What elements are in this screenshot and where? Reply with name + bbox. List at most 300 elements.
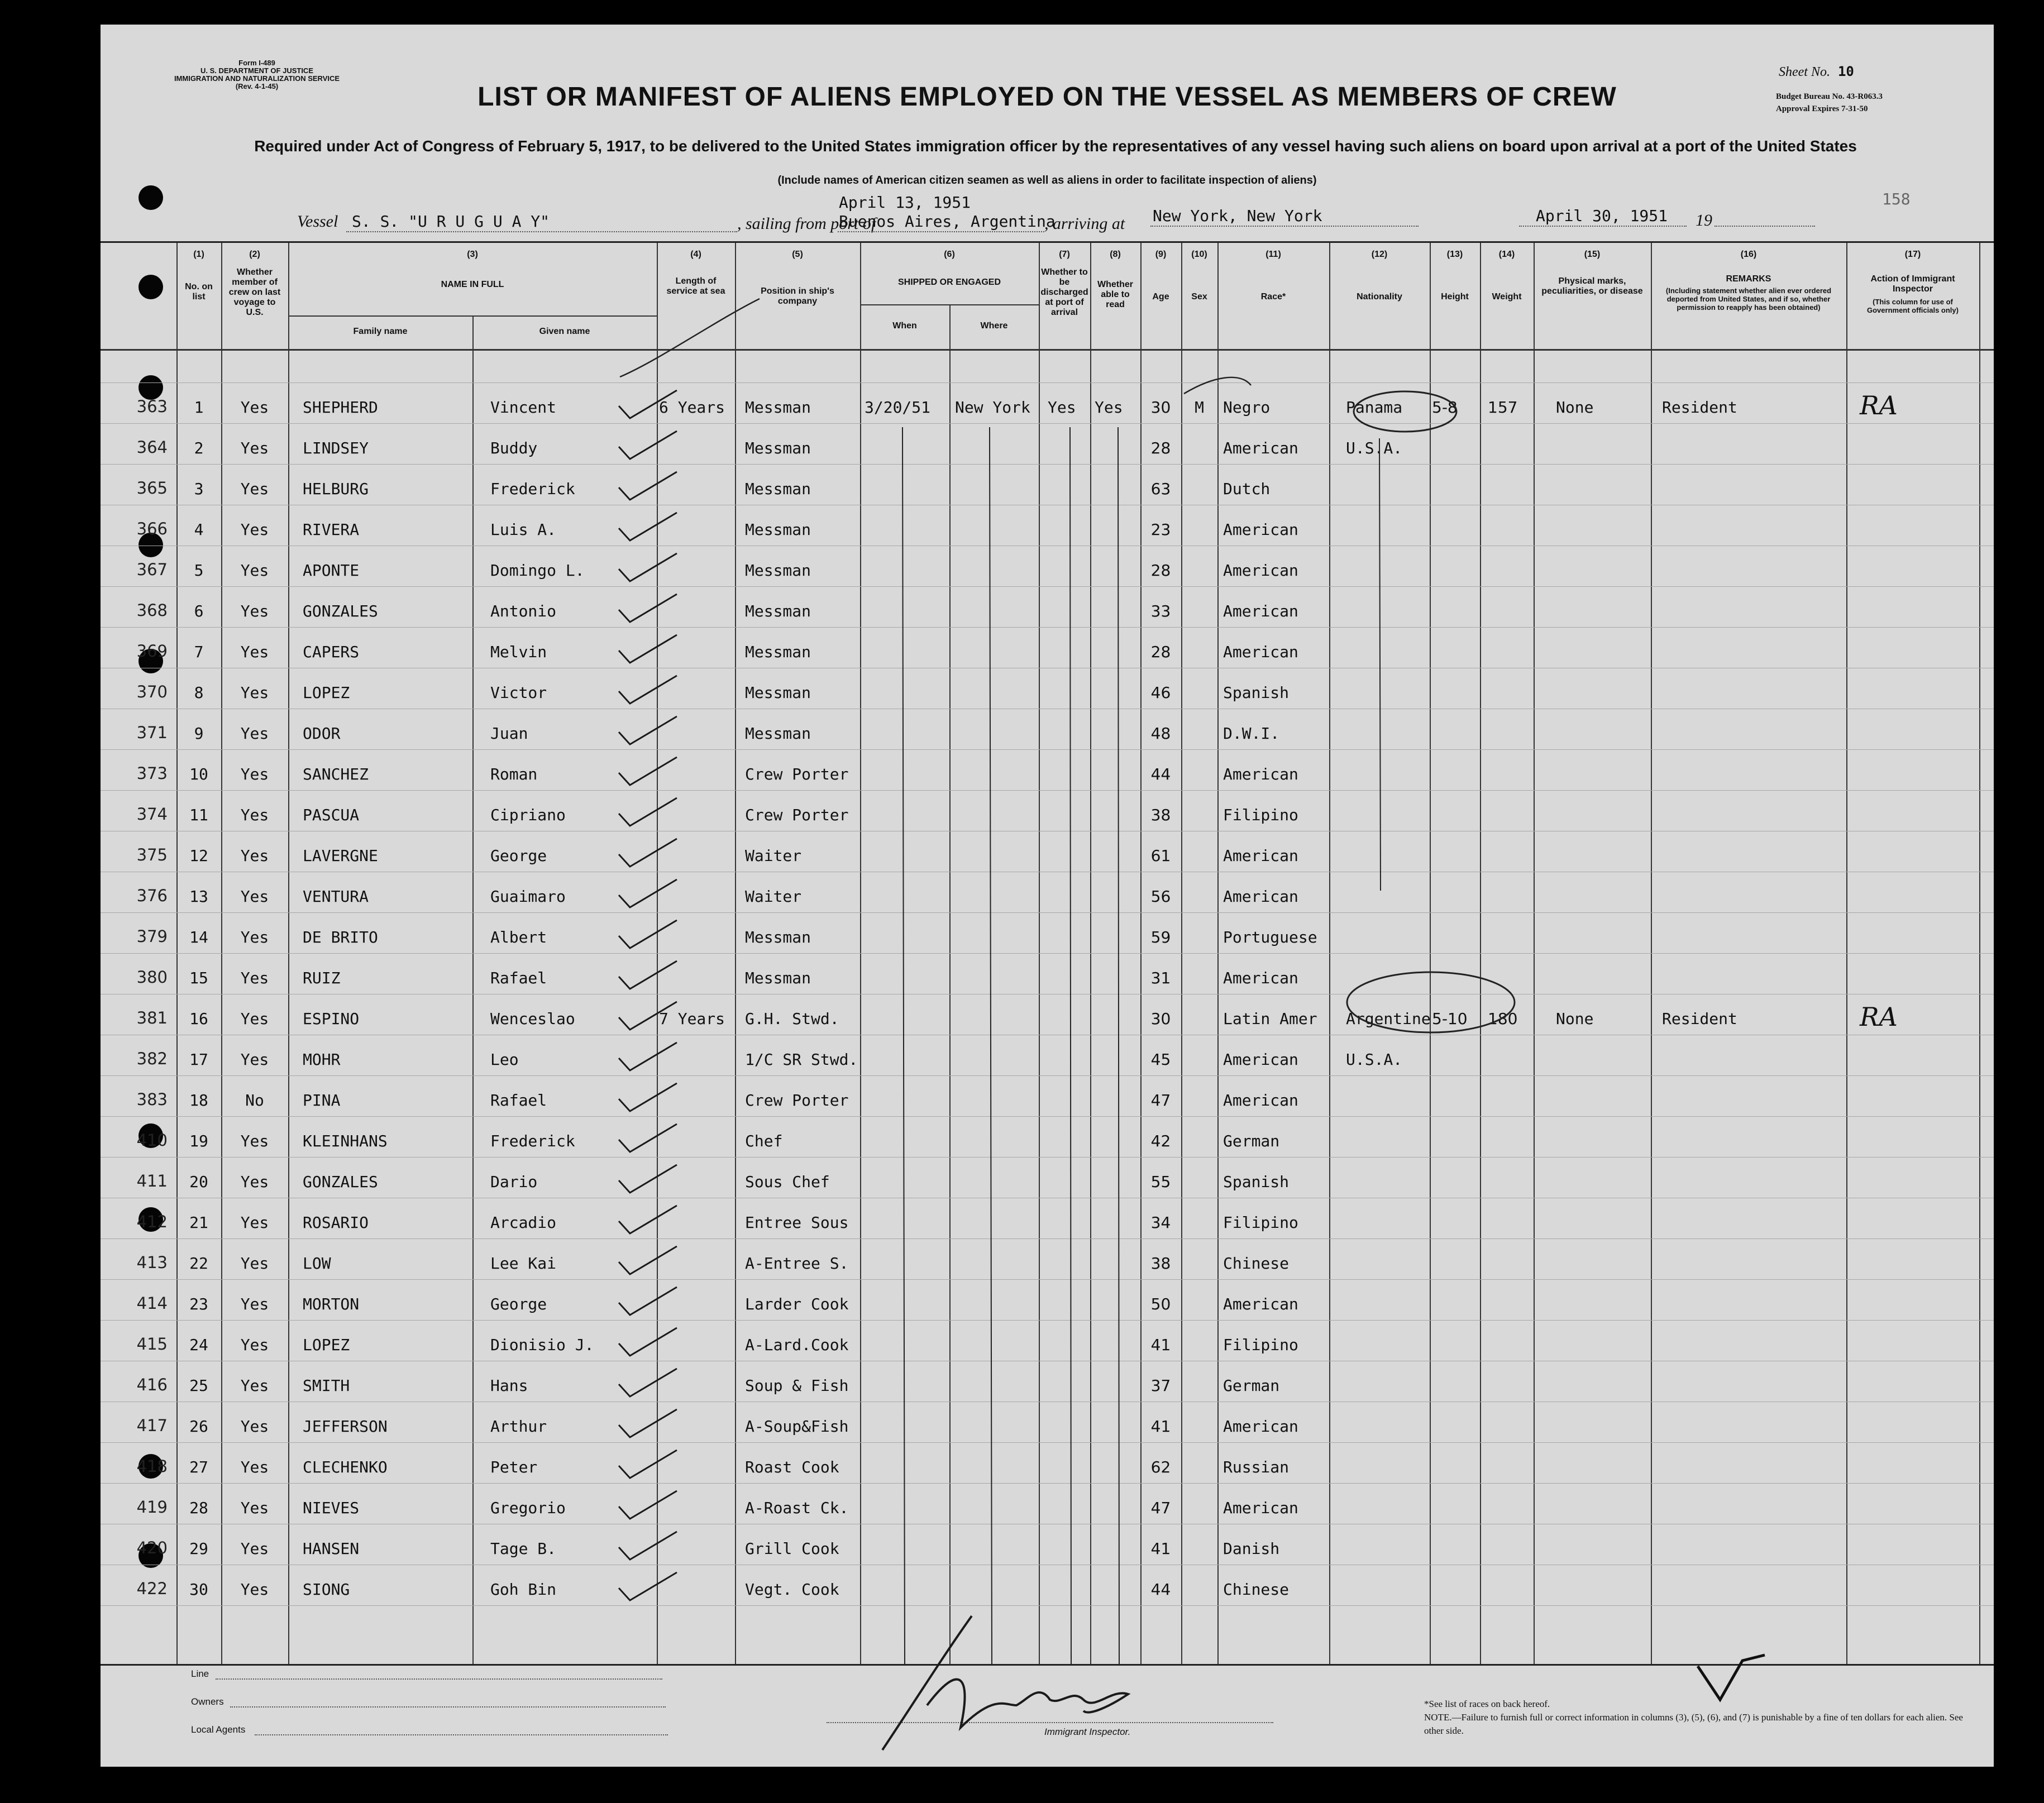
given-name: Rafael bbox=[490, 969, 547, 987]
line-number: 376 bbox=[136, 886, 168, 905]
family-name: VENTURA bbox=[303, 887, 369, 906]
race: Chinese bbox=[1223, 1254, 1290, 1273]
vessel-name: S. S. "U R U G U A Y" bbox=[352, 212, 550, 231]
footer-agents-label: Local Agents bbox=[191, 1724, 246, 1735]
inspector-label: Immigrant Inspector. bbox=[1044, 1727, 1131, 1737]
row-number: 23 bbox=[189, 1295, 208, 1313]
last-voyage: Yes bbox=[240, 1213, 269, 1232]
race: German bbox=[1223, 1132, 1280, 1150]
col14-num: (14) bbox=[1498, 250, 1515, 259]
ditto-line bbox=[1118, 427, 1119, 1664]
given-name: Rafael bbox=[490, 1091, 547, 1109]
given-name: Hans bbox=[490, 1376, 528, 1395]
row-number: 19 bbox=[189, 1132, 208, 1150]
given-name: Arthur bbox=[490, 1417, 547, 1436]
row-number: 18 bbox=[189, 1091, 208, 1109]
age: 61 bbox=[1150, 846, 1171, 865]
race: American bbox=[1223, 887, 1298, 906]
underline bbox=[230, 1706, 666, 1708]
age: 56 bbox=[1150, 887, 1171, 906]
col6-num: (6) bbox=[944, 250, 955, 259]
family-name: CAPERS bbox=[303, 643, 360, 661]
last-voyage: Yes bbox=[240, 1539, 269, 1558]
age: 23 bbox=[1150, 520, 1171, 539]
col13-num: (13) bbox=[1446, 250, 1463, 259]
sheet-number-value: 10 bbox=[1837, 64, 1854, 79]
physical-marks: None bbox=[1556, 1010, 1594, 1028]
family-name: DE BRITO bbox=[303, 928, 378, 946]
line-number: 364 bbox=[136, 438, 168, 457]
position: Crew Porter bbox=[745, 1091, 849, 1109]
race: Chinese bbox=[1223, 1580, 1290, 1599]
age: 31 bbox=[1150, 969, 1171, 987]
line-number: 373 bbox=[136, 764, 168, 783]
col3-given: Given name bbox=[539, 327, 590, 336]
race: Dutch bbox=[1223, 480, 1271, 498]
row-number: 11 bbox=[189, 806, 208, 824]
line-number: 382 bbox=[136, 1049, 168, 1068]
family-name: MOHR bbox=[303, 1050, 341, 1069]
given-name: Gregorio bbox=[490, 1499, 566, 1517]
budget-info bbox=[1776, 90, 1983, 115]
approval-expiry: Approval Expires 7-31-50 bbox=[1776, 104, 1868, 113]
requirement-text: Required under Act of Congress of February 5, 1917, to be delivered to the United States immigration officer by the representatives of any vessel having such aliens on board upon arrival at a port of the United States bbox=[254, 137, 1857, 155]
race: Danish bbox=[1223, 1539, 1280, 1558]
family-name: SIONG bbox=[303, 1580, 350, 1599]
last-voyage: Yes bbox=[240, 1580, 269, 1599]
sex: M bbox=[1195, 398, 1204, 417]
last-voyage: Yes bbox=[240, 1499, 269, 1517]
last-voyage: Yes bbox=[240, 1010, 269, 1028]
last-voyage: Yes bbox=[240, 480, 269, 498]
underline bbox=[255, 1734, 668, 1735]
age: 33 bbox=[1150, 602, 1171, 620]
inspector-signature bbox=[849, 1594, 1240, 1761]
given-name: Frederick bbox=[490, 480, 575, 498]
position: Larder Cook bbox=[745, 1295, 849, 1313]
race: American bbox=[1223, 602, 1298, 620]
race: German bbox=[1223, 1376, 1280, 1395]
position: Messman bbox=[745, 439, 811, 457]
underline bbox=[838, 231, 1044, 232]
row-number: 27 bbox=[189, 1458, 208, 1476]
col17-num: (17) bbox=[1904, 250, 1921, 259]
given-name: Goh Bin bbox=[490, 1580, 557, 1599]
given-name: Albert bbox=[490, 928, 547, 946]
row-number: 4 bbox=[194, 520, 204, 539]
given-name: Peter bbox=[490, 1458, 538, 1476]
position: Messman bbox=[745, 643, 811, 661]
col2-label: Whether member of crew on last voyage to U.S. bbox=[228, 267, 281, 317]
race: Russian bbox=[1223, 1458, 1290, 1476]
able-to-read: Yes bbox=[1095, 398, 1123, 417]
ditto-line bbox=[1379, 438, 1381, 891]
row-number: 24 bbox=[189, 1336, 208, 1354]
col10-num: (10) bbox=[1191, 250, 1207, 259]
sailing-label: , sailing from port of bbox=[737, 214, 876, 233]
age: 41 bbox=[1150, 1539, 1171, 1558]
last-voyage: Yes bbox=[240, 1173, 269, 1191]
last-voyage: Yes bbox=[240, 846, 269, 865]
col17-label: Action of Immigrant Inspector bbox=[1870, 274, 1955, 294]
family-name: APONTE bbox=[303, 561, 360, 580]
inspector-action: RA bbox=[1860, 1002, 1898, 1032]
row-number: 28 bbox=[189, 1499, 208, 1517]
col8-label: Whether able to read bbox=[1097, 280, 1133, 309]
col10-label: Sex bbox=[1191, 292, 1207, 302]
row-number: 9 bbox=[194, 724, 204, 743]
family-name: GONZALES bbox=[303, 1173, 378, 1191]
given-name: Antonio bbox=[490, 602, 557, 620]
position: Waiter bbox=[745, 846, 802, 865]
age: 45 bbox=[1150, 1050, 1171, 1069]
last-voyage: Yes bbox=[240, 724, 269, 743]
line-number: 411 bbox=[136, 1171, 168, 1190]
year-label: 19 bbox=[1696, 211, 1712, 229]
position: Messman bbox=[745, 602, 811, 620]
family-name: CLECHENKO bbox=[303, 1458, 388, 1476]
race: American bbox=[1223, 1417, 1298, 1436]
last-voyage: Yes bbox=[240, 1336, 269, 1354]
family-name: ROSARIO bbox=[303, 1213, 369, 1232]
position: Sous Chef bbox=[745, 1173, 830, 1191]
family-name: NIEVES bbox=[303, 1499, 360, 1517]
given-name: Cipriano bbox=[490, 806, 566, 824]
race: Negro bbox=[1223, 398, 1271, 417]
age: 50 bbox=[1150, 1295, 1171, 1313]
last-voyage: Yes bbox=[240, 602, 269, 620]
line-number: 413 bbox=[136, 1253, 168, 1272]
last-voyage: Yes bbox=[240, 765, 269, 783]
col11-label: Race* bbox=[1260, 292, 1286, 302]
col15-label: Physical marks, peculiarities, or disease bbox=[1541, 276, 1643, 296]
given-name: Victor bbox=[490, 683, 547, 702]
col11-num: (11) bbox=[1265, 250, 1281, 259]
line-number: 414 bbox=[136, 1294, 168, 1313]
height: 5-8 bbox=[1432, 398, 1458, 417]
col12-label: Nationality bbox=[1357, 292, 1402, 302]
col17-sub: (This column for use of Government officials only) bbox=[1867, 298, 1959, 314]
family-name: MORTON bbox=[303, 1295, 360, 1313]
row-number: 8 bbox=[194, 683, 204, 702]
given-name: Wenceslao bbox=[490, 1010, 575, 1028]
ditto-line bbox=[990, 427, 992, 1664]
race: American bbox=[1223, 1295, 1298, 1313]
col6-label: SHIPPED OR ENGAGED bbox=[897, 278, 1001, 287]
length-of-service: 6 Years bbox=[659, 398, 725, 417]
row-number: 15 bbox=[189, 969, 208, 987]
family-name: GONZALES bbox=[303, 602, 378, 620]
given-name: George bbox=[490, 846, 547, 865]
underline bbox=[216, 1678, 662, 1680]
given-name: Dionisio J. bbox=[490, 1336, 594, 1354]
family-name: ODOR bbox=[303, 724, 341, 743]
footer-line-label: Line bbox=[191, 1668, 209, 1679]
given-name: Leo bbox=[490, 1050, 519, 1069]
position: A-Lard.Cook bbox=[745, 1336, 849, 1354]
race: American bbox=[1223, 1499, 1298, 1517]
position: Crew Porter bbox=[745, 806, 849, 824]
row-number: 25 bbox=[189, 1376, 208, 1395]
race: American bbox=[1223, 1050, 1298, 1069]
row-number: 20 bbox=[189, 1173, 208, 1191]
last-voyage: Yes bbox=[240, 683, 269, 702]
race: Filipino bbox=[1223, 1336, 1298, 1354]
form-number: Form I-489 bbox=[238, 59, 275, 67]
line-number: 367 bbox=[136, 560, 168, 579]
row-number: 1 bbox=[194, 398, 204, 417]
position: A-Entree S. bbox=[745, 1254, 849, 1273]
row-number: 26 bbox=[189, 1417, 208, 1436]
family-name: KLEINHANS bbox=[303, 1132, 388, 1150]
race: American bbox=[1223, 561, 1298, 580]
family-name: RUIZ bbox=[303, 969, 341, 987]
inspector-action: RA bbox=[1860, 390, 1898, 420]
line-number: 365 bbox=[136, 479, 168, 498]
position: Messman bbox=[745, 561, 811, 580]
age: 62 bbox=[1150, 1458, 1171, 1476]
pen-stroke bbox=[1184, 377, 1251, 394]
line-number: 374 bbox=[136, 805, 168, 824]
age: 55 bbox=[1150, 1173, 1171, 1191]
family-name: SANCHEZ bbox=[303, 765, 369, 783]
races-note: *See list of races on back hereof. bbox=[1424, 1699, 1550, 1709]
last-voyage: Yes bbox=[240, 1254, 269, 1273]
given-name: Buddy bbox=[490, 439, 538, 457]
age: 44 bbox=[1150, 765, 1171, 783]
sailing-port: Buenos Aires, Argentina bbox=[839, 212, 1056, 231]
line-number: 380 bbox=[136, 968, 168, 987]
col7-num: (7) bbox=[1059, 250, 1070, 259]
row-number: 22 bbox=[189, 1254, 208, 1273]
age: 46 bbox=[1150, 683, 1171, 702]
row-number: 14 bbox=[189, 928, 208, 946]
line-number: 422 bbox=[136, 1579, 168, 1598]
sailing-date: April 13, 1951 bbox=[839, 193, 971, 212]
last-voyage: Yes bbox=[240, 806, 269, 824]
position: Messman bbox=[745, 520, 811, 539]
last-voyage: Yes bbox=[240, 1132, 269, 1150]
family-name: PASCUA bbox=[303, 806, 360, 824]
family-name: JEFFERSON bbox=[303, 1417, 388, 1436]
position: Crew Porter bbox=[745, 765, 849, 783]
punch-hole bbox=[139, 185, 163, 210]
given-name: Guaimaro bbox=[490, 887, 566, 906]
line-number: 419 bbox=[136, 1498, 168, 1517]
age: 44 bbox=[1150, 1580, 1171, 1599]
penalty-note: NOTE.—Failure to furnish full or correct information in columns (3), (5), (6), and (7) is punishable by a fine of ten dollars for each alien. See other side. bbox=[1424, 1712, 1963, 1736]
line-number: 375 bbox=[136, 845, 168, 864]
nationality-circle bbox=[1347, 972, 1518, 1032]
col1-label: No. on list bbox=[185, 282, 213, 302]
race: American bbox=[1223, 969, 1298, 987]
col16-sub: (Including statement whether alien ever ordered deported from United States, and if so, whether permission to reapply has been obtained) bbox=[1665, 286, 1832, 312]
underline bbox=[346, 231, 737, 232]
row-number: 2 bbox=[194, 439, 204, 457]
line-number: 415 bbox=[136, 1335, 168, 1354]
vessel-label: Vessel bbox=[297, 212, 338, 231]
col8-num: (8) bbox=[1110, 250, 1121, 259]
manifest-sheet bbox=[101, 25, 1994, 1767]
position: Messman bbox=[745, 480, 811, 498]
requirement-note: (Include names of American citizen seamen as well as aliens in order to facilitate inspection of aliens) bbox=[777, 174, 1317, 186]
weight: 157 bbox=[1488, 398, 1518, 417]
col9-num: (9) bbox=[1155, 250, 1167, 259]
nationality: U.S.A. bbox=[1346, 439, 1403, 457]
line-number: 383 bbox=[136, 1090, 168, 1109]
height: 5-10 bbox=[1432, 1010, 1468, 1028]
nationality: U.S.A. bbox=[1346, 1050, 1403, 1069]
pen-stroke bbox=[620, 299, 760, 377]
position: G.H. Stwd. bbox=[745, 1010, 839, 1028]
col13-label: Height bbox=[1441, 292, 1469, 302]
family-name: HELBURG bbox=[303, 480, 369, 498]
position: Grill Cook bbox=[745, 1539, 839, 1558]
given-name: Arcadio bbox=[490, 1213, 557, 1232]
row-number: 30 bbox=[189, 1580, 208, 1599]
race: Latin Amer bbox=[1223, 1010, 1317, 1028]
department: U. S. DEPARTMENT OF JUSTICE bbox=[200, 66, 313, 75]
arriving-port: New York, New York bbox=[1153, 207, 1322, 225]
line-number: 381 bbox=[136, 1008, 168, 1027]
footer-owners-label: Owners bbox=[191, 1696, 224, 1707]
last-voyage: Yes bbox=[240, 1295, 269, 1313]
row-number: 17 bbox=[189, 1050, 208, 1069]
age: 30 bbox=[1150, 1010, 1171, 1028]
col16-num: (16) bbox=[1740, 250, 1757, 259]
family-name: LAVERGNE bbox=[303, 846, 378, 865]
line-number: 363 bbox=[136, 397, 168, 416]
race: Spanish bbox=[1223, 683, 1290, 702]
family-name: HANSEN bbox=[303, 1539, 360, 1558]
position: 1/C SR Stwd. bbox=[745, 1050, 858, 1069]
line-number: 420 bbox=[136, 1538, 168, 1557]
row-number: 16 bbox=[189, 1010, 208, 1028]
row-number: 10 bbox=[189, 765, 208, 783]
given-name: George bbox=[490, 1295, 547, 1313]
underline bbox=[1519, 226, 1687, 227]
shipped-when: 3/20/51 bbox=[865, 398, 931, 417]
given-name: Dario bbox=[490, 1173, 538, 1191]
race: American bbox=[1223, 1091, 1298, 1109]
nationality: Argentine bbox=[1346, 1010, 1431, 1028]
family-name: PINA bbox=[303, 1091, 341, 1109]
line-number: 379 bbox=[136, 927, 168, 946]
col5-num: (5) bbox=[792, 250, 803, 259]
family-name: LINDSEY bbox=[303, 439, 369, 457]
arriving-label: , arriving at bbox=[1044, 214, 1125, 233]
family-name: SMITH bbox=[303, 1376, 350, 1395]
col9-label: Age bbox=[1152, 292, 1169, 302]
age: 37 bbox=[1150, 1376, 1171, 1395]
last-voyage: Yes bbox=[240, 439, 269, 457]
last-voyage: Yes bbox=[240, 643, 269, 661]
age: 47 bbox=[1150, 1499, 1171, 1517]
position: A-Soup&Fish bbox=[745, 1417, 849, 1436]
family-name: LOPEZ bbox=[303, 683, 350, 702]
line-number: 368 bbox=[136, 601, 168, 620]
position: A-Roast Ck. bbox=[745, 1499, 849, 1517]
col4-num: (4) bbox=[690, 250, 701, 259]
sheet-number-label: Sheet No. bbox=[1779, 65, 1830, 79]
race: Filipino bbox=[1223, 1213, 1298, 1232]
col1-num: (1) bbox=[193, 250, 204, 259]
col16-label: REMARKS bbox=[1726, 274, 1771, 284]
col3-label: NAME IN FULL bbox=[441, 280, 504, 289]
last-voyage: Yes bbox=[240, 561, 269, 580]
given-name: Frederick bbox=[490, 1132, 575, 1150]
physical-marks: None bbox=[1556, 398, 1594, 417]
row-number: 13 bbox=[189, 887, 208, 906]
age: 28 bbox=[1150, 643, 1171, 661]
age: 41 bbox=[1150, 1417, 1171, 1436]
ditto-line bbox=[902, 427, 905, 1664]
budget-bureau: Budget Bureau No. 43-R063.3 bbox=[1776, 92, 1883, 101]
position: Roast Cook bbox=[745, 1458, 839, 1476]
given-name: Juan bbox=[490, 724, 528, 743]
row-number: 7 bbox=[194, 643, 204, 661]
given-name: Melvin bbox=[490, 643, 547, 661]
age: 34 bbox=[1150, 1213, 1171, 1232]
position: Waiter bbox=[745, 887, 802, 906]
race: Portuguese bbox=[1223, 928, 1317, 946]
col5-label: Position in ship's company bbox=[761, 286, 834, 306]
race: Filipino bbox=[1223, 806, 1298, 824]
age: 42 bbox=[1150, 1132, 1171, 1150]
age: 59 bbox=[1150, 928, 1171, 946]
position: Messman bbox=[745, 398, 811, 417]
position: Messman bbox=[745, 683, 811, 702]
given-name: Tage B. bbox=[490, 1539, 557, 1558]
last-voyage: Yes bbox=[240, 969, 269, 987]
family-name: ESPINO bbox=[303, 1010, 360, 1028]
line-number: 371 bbox=[136, 723, 168, 742]
position: Messman bbox=[745, 969, 811, 987]
row-number: 5 bbox=[194, 561, 204, 580]
last-voyage: Yes bbox=[240, 1050, 269, 1069]
col2-num: (2) bbox=[249, 250, 260, 259]
race: American bbox=[1223, 846, 1298, 865]
last-voyage: Yes bbox=[240, 928, 269, 946]
last-voyage: Yes bbox=[240, 887, 269, 906]
remarks: Resident bbox=[1662, 398, 1737, 417]
nationality: Panama bbox=[1346, 398, 1403, 417]
position: Vegt. Cook bbox=[745, 1580, 839, 1599]
ditto-line bbox=[1070, 427, 1071, 1664]
given-name: Domingo L. bbox=[490, 561, 585, 580]
line-number: 369 bbox=[136, 642, 168, 661]
line-number: 366 bbox=[136, 519, 168, 538]
last-voyage: No bbox=[245, 1091, 264, 1109]
row-number: 21 bbox=[189, 1213, 208, 1232]
line-number: 410 bbox=[136, 1131, 168, 1150]
position: Messman bbox=[745, 724, 811, 743]
race: American bbox=[1223, 439, 1298, 457]
row-number: 3 bbox=[194, 480, 204, 498]
race: D.W.I. bbox=[1223, 724, 1280, 743]
underline bbox=[1715, 226, 1815, 227]
line-number: 416 bbox=[136, 1375, 168, 1394]
row-number: 29 bbox=[189, 1539, 208, 1558]
col12-num: (12) bbox=[1371, 250, 1388, 259]
line-number: 417 bbox=[136, 1416, 168, 1435]
line-number: 412 bbox=[136, 1212, 168, 1231]
given-name: Lee Kai bbox=[490, 1254, 557, 1273]
family-name: RIVERA bbox=[303, 520, 360, 539]
line-number: 370 bbox=[136, 682, 168, 701]
age: 47 bbox=[1150, 1091, 1171, 1109]
age: 28 bbox=[1150, 439, 1171, 457]
